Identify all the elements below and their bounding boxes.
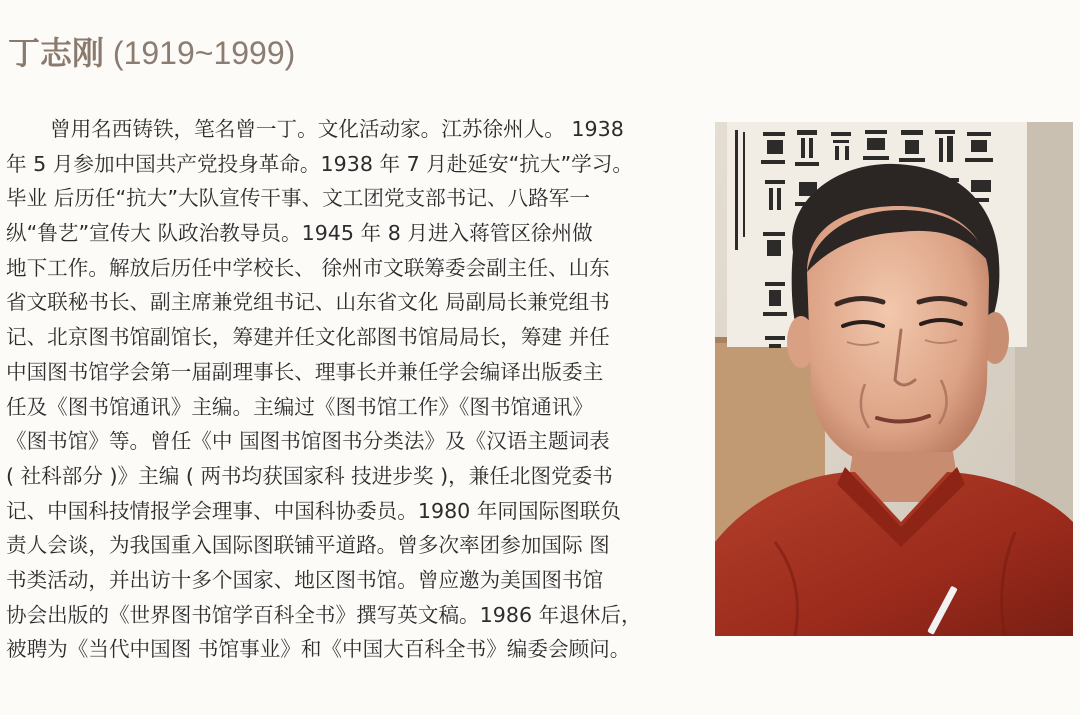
life-years: (1919~1999): [104, 35, 296, 71]
bio-line: 《图书馆》等。曾任《中 国图书馆图书分类法》及《汉语主题词表: [6, 429, 610, 454]
bio-line: 中国图书馆学会第一届副理事长、理事长并兼任学会编译出版委主: [6, 359, 604, 384]
person-name: 丁志刚: [8, 34, 105, 72]
portrait-illustration: [715, 122, 1073, 636]
bio-line: 曾用名西铸铁，笔名曾一丁。文化活动家。江苏徐州人。 1938: [50, 117, 624, 141]
bio-line: ( 社科部分 )》主编 ( 两书均获国家科 技进步奖 )，兼任北图党委书: [6, 463, 613, 488]
bio-line: 记、中国科技情报学会理事、中国科协委员。1980 年同国际图联负: [6, 498, 621, 523]
bio-line: 省文联秘书长、副主席兼党组书记、山东省文化 局副局长兼党组书: [6, 290, 610, 315]
page-title: [8, 30, 295, 76]
bio-line: 任及《图书馆通讯》主编。主编过《图书馆工作》《图书馆通讯》: [6, 394, 593, 419]
bio-line: 地下工作。解放后历任中学校长、 徐州市文联筹委会副主任、山东: [6, 255, 610, 280]
bio-line: 被聘为《当代中国图 书馆事业》和《中国大百科全书》编委会顾问。: [6, 637, 631, 662]
bio-line: 协会出版的《世界图书馆学百科全书》撰写英文稿。1986 年退休后，: [6, 602, 642, 627]
portrait-photo: [715, 122, 1073, 636]
bio-line: 毕业 后历任“抗大”大队宣传干事、文工团党支部书记、八路军一: [6, 186, 590, 211]
bio-line: 年 5 月参加中国共产党投身革命。1938 年 7 月赴延安“抗大”学习。: [6, 151, 633, 176]
bio-line: 纵“鲁艺”宣传大 队政治教导员。1945 年 8 月进入蒋管区徐州做: [6, 221, 593, 246]
bio-line: 记、北京图书馆副馆长，筹建并任文化部图书馆局局长，筹建 并任: [6, 325, 610, 350]
biography-text: [6, 112, 671, 667]
bio-line: 书类活动，并出访十多个国家、地区图书馆。曾应邀为美国图书馆: [6, 567, 604, 592]
bio-line: 责人会谈，为我国重入国际图联铺平道路。曾多次率团参加国际 图: [6, 533, 610, 558]
